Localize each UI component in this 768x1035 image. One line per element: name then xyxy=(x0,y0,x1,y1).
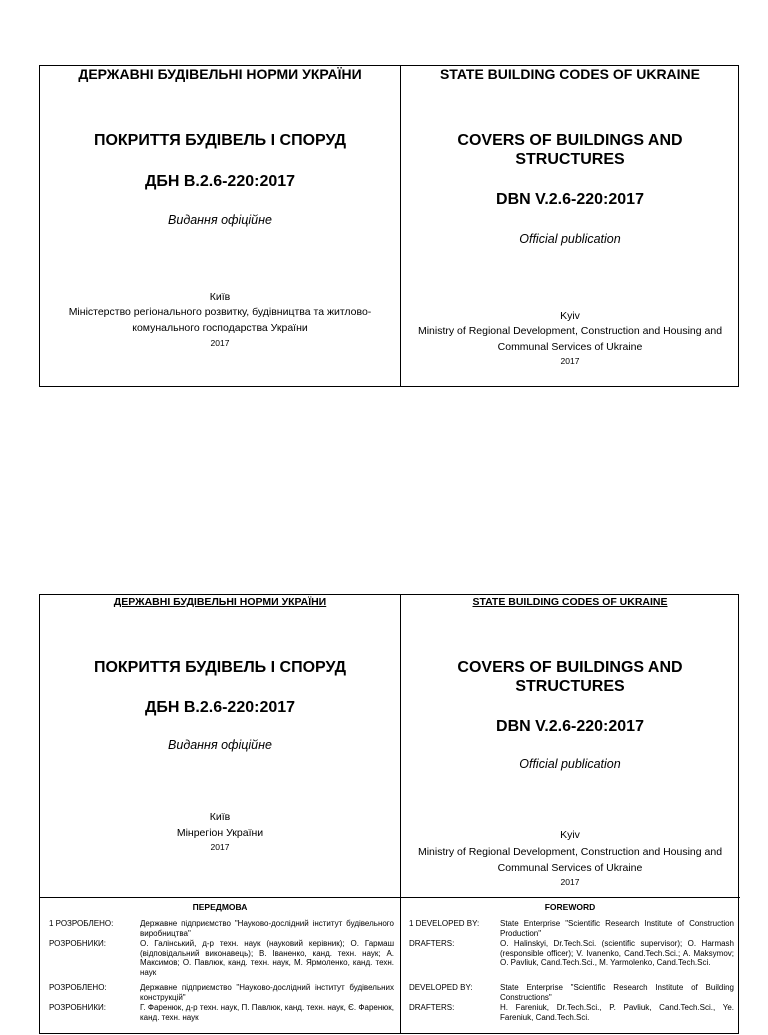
publisher-line-1-uk: Міністерство регіонального розвитку, будівництва та житлово- xyxy=(68,306,372,318)
document-title-line-2-en: STRUCTURES xyxy=(515,151,625,168)
foreword-uk xyxy=(40,897,400,1035)
foreword-entry-text: Г. Фаренюк, д-р техн. наук, П. Павлюк, канд. техн. наук, Є. Фаренюк, канд. техн. наук xyxy=(140,1003,394,1022)
document-title-line-2-en: STRUCTURES xyxy=(515,678,625,695)
title-page-1 xyxy=(39,65,739,387)
foreword-entry-label: РОЗРОБЛЕНО: xyxy=(49,983,107,992)
document-title-line-1-en: COVERS OF BUILDINGS AND xyxy=(457,132,683,149)
foreword-entry-label: DRAFTERS: xyxy=(409,1003,455,1012)
publisher-uk: Мінрегіон України xyxy=(176,827,264,839)
publication-year-en: 2017 xyxy=(560,356,580,366)
edition-note-uk: Видання офіційне xyxy=(168,213,272,227)
document-code-uk: ДБН В.2.6-220:2017 xyxy=(144,699,296,716)
standard-header-en: STATE BUILDING CODES OF UKRAINE xyxy=(472,596,668,608)
document-title-uk: ПОКРИТТЯ БУДІВЕЛЬ І СПОРУД xyxy=(93,132,347,149)
edition-note-en: Official publication xyxy=(519,232,621,246)
publication-city-en: Kyiv xyxy=(560,829,580,841)
publisher-line-2-uk: комунального господарства України xyxy=(132,322,308,334)
publication-city-en: Kyiv xyxy=(560,310,580,322)
foreword-entry-label: 1 РОЗРОБЛЕНО: xyxy=(49,919,114,928)
document-title-uk: ПОКРИТТЯ БУДІВЕЛЬ І СПОРУД xyxy=(93,659,347,676)
publisher-line-2-en: Communal Services of Ukraine xyxy=(497,341,643,353)
publication-year-uk: 2017 xyxy=(210,338,230,348)
foreword-entry-text: Державне підприємство "Науково-дослідний інститут будівельних конструкцій" xyxy=(140,983,394,1002)
foreword-entry-text: State Enterprise "Scientific Research Institute of Construction Production" xyxy=(500,919,734,938)
foreword-entry-text: О. Галінський, д-р техн. наук (науковий керівник); О. Гармаш (відповідальний виконавець); В. Іваненко, канд. техн. наук; А. Максимов; О. Павлюк, канд. техн. наук, М. Ярмоленко, канд. техн. наук xyxy=(140,939,394,977)
standard-header-en: STATE BUILDING CODES OF UKRAINE xyxy=(439,66,701,82)
publication-city-uk: Київ xyxy=(209,811,231,823)
edition-note-uk: Видання офіційне xyxy=(168,738,272,752)
foreword-entry-text: H. Fareniuk, Dr.Tech.Sci., P. Pavliuk, Cand.Tech.Sci., Ye. Fareniuk, Cand.Tech.Sci. xyxy=(500,1003,734,1022)
foreword-entry-text: O. Halinskyi, Dr.Tech.Sci. (scientific supervisor); O. Harmash (responsible officer); V. Ivanenko, Cand.Tech.Sci.; A. Maksymov; O. Pavliuk, Cand.Tech.Sci., M. Yarmolenko, Cand.Tech.Sci. xyxy=(500,939,734,967)
document-title-line-1-en: COVERS OF BUILDINGS AND xyxy=(457,659,683,676)
document-code-uk: ДБН В.2.6-220:2017 xyxy=(144,173,296,190)
title-page-2 xyxy=(39,594,739,1034)
foreword-entry-label: DRAFTERS: xyxy=(409,939,455,948)
foreword-entry-label: DEVELOPED BY: xyxy=(409,983,473,992)
publisher-line-1-en: Ministry of Regional Development, Construction and Housing and xyxy=(417,325,723,337)
foreword-entry-text: Державне підприємство "Науково-дослідний інститут будівельного виробництва" xyxy=(140,919,394,938)
publication-year-uk: 2017 xyxy=(210,842,230,852)
foreword-entry-text: State Enterprise "Scientific Research Institute of Building Constructions" xyxy=(500,983,734,1002)
publication-year-en: 2017 xyxy=(560,877,580,887)
foreword-entry-label: РОЗРОБНИКИ: xyxy=(49,939,107,948)
foreword-entry-label: 1 DEVELOPED BY: xyxy=(409,919,480,928)
title-page-2-english-column xyxy=(400,595,740,1033)
edition-note-en: Official publication xyxy=(519,757,621,771)
foreword-entry-label: РОЗРОБНИКИ: xyxy=(49,1003,107,1012)
publication-city-uk: Київ xyxy=(209,291,231,303)
publisher-line-2-en: Communal Services of Ukraine xyxy=(497,862,643,874)
title-page-1-ukrainian-column xyxy=(40,66,401,386)
title-page-1-english-column xyxy=(400,66,740,386)
document-code-en: DBN V.2.6-220:2017 xyxy=(496,718,644,735)
foreword-en xyxy=(400,897,740,1035)
publisher-line-1-en: Ministry of Regional Development, Construction and Housing and xyxy=(417,846,723,858)
standard-header-uk: ДЕРЖАВНІ БУДІВЕЛЬНІ НОРМИ УКРАЇНИ xyxy=(78,66,362,82)
title-page-2-ukrainian-column xyxy=(40,595,401,1033)
standard-header-uk: ДЕРЖАВНІ БУДІВЕЛЬНІ НОРМИ УКРАЇНИ xyxy=(113,596,327,608)
foreword-title-uk: ПЕРЕДМОВА xyxy=(192,902,248,912)
document-code-en: DBN V.2.6-220:2017 xyxy=(496,191,644,208)
foreword-title-en: FOREWORD xyxy=(544,902,596,912)
